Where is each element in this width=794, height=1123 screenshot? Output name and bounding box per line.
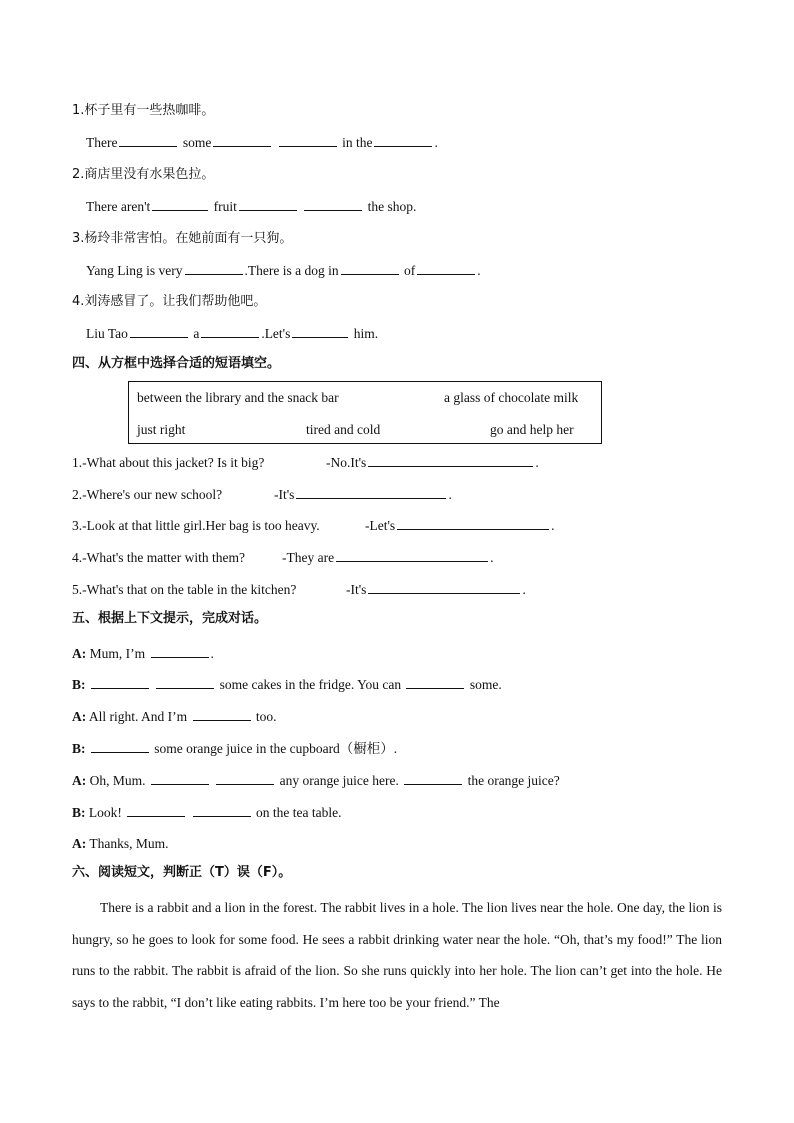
item-1-chinese: 1.杯子里有一些热咖啡。 [72, 103, 215, 118]
speaker: A: [72, 646, 87, 661]
phrase-option: between the library and the snack bar [137, 390, 339, 405]
text: some [182, 135, 212, 150]
phrase-option: a glass of chocolate milk [444, 390, 579, 405]
dialogue-line [72, 676, 502, 694]
text: .Let's [261, 326, 291, 341]
blank[interactable] [151, 645, 209, 658]
text: . [210, 646, 214, 661]
text: . [490, 550, 494, 565]
text: . [448, 487, 452, 502]
question-text: 2.-Where's our new school? [72, 487, 223, 502]
blank[interactable] [368, 454, 533, 467]
text: There aren't [86, 199, 151, 214]
item-2-english [86, 198, 416, 216]
reading-passage [72, 892, 722, 1018]
answer-prefix: -It's [274, 487, 295, 502]
item-4-english [86, 325, 378, 343]
blank[interactable] [193, 804, 251, 817]
dialogue-line [72, 835, 169, 853]
blank[interactable] [341, 262, 399, 275]
text: some cakes in the fridge. You can [219, 677, 402, 692]
blank[interactable] [156, 676, 214, 689]
blank[interactable] [91, 676, 149, 689]
text: on the tea table. [256, 805, 342, 820]
answer-prefix: -Let's [365, 518, 396, 533]
answer [282, 549, 493, 567]
blank[interactable] [304, 198, 362, 211]
text: some orange juice in the cupboard（橱柜）. [154, 741, 398, 756]
text: some. [469, 677, 502, 692]
blank[interactable] [406, 676, 464, 689]
text: .There is a dog in [244, 263, 339, 278]
section-5-title: 五、根据上下文提示，完成对话。 [72, 611, 268, 626]
text: Oh, Mum. [89, 773, 146, 788]
text: the orange juice? [467, 773, 560, 788]
blank[interactable] [152, 198, 208, 211]
question-row [72, 517, 555, 535]
item-3-english [86, 262, 481, 280]
text: Liu Tao [86, 326, 128, 341]
section-4-title: 四、从方框中选择合适的短语填空。 [72, 356, 281, 371]
dialogue-line [72, 804, 341, 822]
text: . [477, 263, 481, 278]
answer [326, 454, 539, 472]
speaker: A: [72, 709, 87, 724]
text: too. [255, 709, 277, 724]
blank[interactable] [119, 134, 177, 147]
text: . [535, 455, 539, 470]
text: in the [342, 135, 373, 150]
question-row [72, 549, 494, 567]
blank[interactable] [213, 134, 271, 147]
blank[interactable] [404, 772, 462, 785]
question-text: 3.-Look at that little girl.Her bag is too heavy. [72, 518, 320, 533]
answer [365, 517, 555, 535]
text: All right. And I’m [88, 709, 188, 724]
speaker: B: [72, 741, 86, 756]
question-row [72, 581, 526, 599]
blank[interactable] [417, 262, 475, 275]
blank[interactable] [296, 486, 446, 499]
blank[interactable] [397, 517, 549, 530]
item-1-english [86, 134, 438, 152]
passage-text: There is a rabbit and a lion in the forest. The rabbit lives in a hole. The lion lives near the hole. One day, the lion is hungry, so he goes to look for some food. He sees a rabbit drinking water near the hole. “Oh, that’s my food!” The lion runs to the rabbit. The rabbit is afraid of the lion. So she runs quickly into her hole. The lion can’t get into the hole. He says to the rabbit, “I don’t like eating rabbits. I’m here too be your friend.” The [72, 900, 722, 1010]
blank[interactable] [185, 262, 243, 275]
dialogue-line [72, 772, 560, 790]
blank[interactable] [151, 772, 209, 785]
text: . [522, 582, 526, 597]
blank[interactable] [292, 325, 348, 338]
answer [346, 581, 526, 599]
item-3-chinese: 3.杨玲非常害怕。在她前面有一只狗。 [72, 231, 293, 246]
text: fruit [213, 199, 237, 214]
text: . [551, 518, 555, 533]
item-4-chinese: 4.刘涛感冒了。让我们帮助他吧。 [72, 294, 267, 309]
text: of [404, 263, 416, 278]
blank[interactable] [279, 134, 337, 147]
phrase-box [128, 381, 602, 444]
text: Mum, I’m [89, 646, 146, 661]
blank[interactable] [374, 134, 432, 147]
blank[interactable] [130, 325, 188, 338]
section-6-title: 六、阅读短文，判断正（T）误（F）。 [72, 865, 292, 880]
dialogue-line [72, 740, 397, 758]
question-text: 1.-What about this jacket? Is it big? [72, 455, 265, 470]
answer [274, 486, 452, 504]
answer-prefix: -It's [346, 582, 367, 597]
question-text: 4.-What's the matter with them? [72, 550, 246, 565]
text: . [434, 135, 438, 150]
blank[interactable] [368, 581, 520, 594]
phrase-option: go and help her [490, 422, 574, 437]
text: Thanks, Mum. [89, 836, 169, 851]
blank[interactable] [91, 740, 149, 753]
text: him. [353, 326, 379, 341]
speaker: B: [72, 805, 86, 820]
dialogue-line [72, 708, 277, 726]
blank[interactable] [239, 198, 297, 211]
question-row [72, 486, 452, 504]
text: a [193, 326, 200, 341]
answer-prefix: -No.It's [326, 455, 367, 470]
text: Yang Ling is very [86, 263, 183, 278]
blank[interactable] [127, 804, 185, 817]
text: any orange juice here. [279, 773, 399, 788]
text: the shop. [367, 199, 417, 214]
text: Look! [88, 805, 122, 820]
speaker: B: [72, 677, 86, 692]
text: There [86, 135, 118, 150]
phrase-option: just right [137, 422, 186, 437]
item-2-chinese: 2.商店里没有水果色拉。 [72, 167, 215, 182]
speaker: A: [72, 773, 87, 788]
speaker: A: [72, 836, 87, 851]
answer-prefix: -They are [282, 550, 335, 565]
blank[interactable] [336, 549, 488, 562]
blank[interactable] [216, 772, 274, 785]
question-row [72, 454, 539, 472]
question-text: 5.-What's that on the table in the kitchen? [72, 582, 297, 597]
blank[interactable] [201, 325, 259, 338]
blank[interactable] [193, 708, 251, 721]
dialogue-line [72, 645, 214, 663]
phrase-option: tired and cold [306, 422, 381, 437]
